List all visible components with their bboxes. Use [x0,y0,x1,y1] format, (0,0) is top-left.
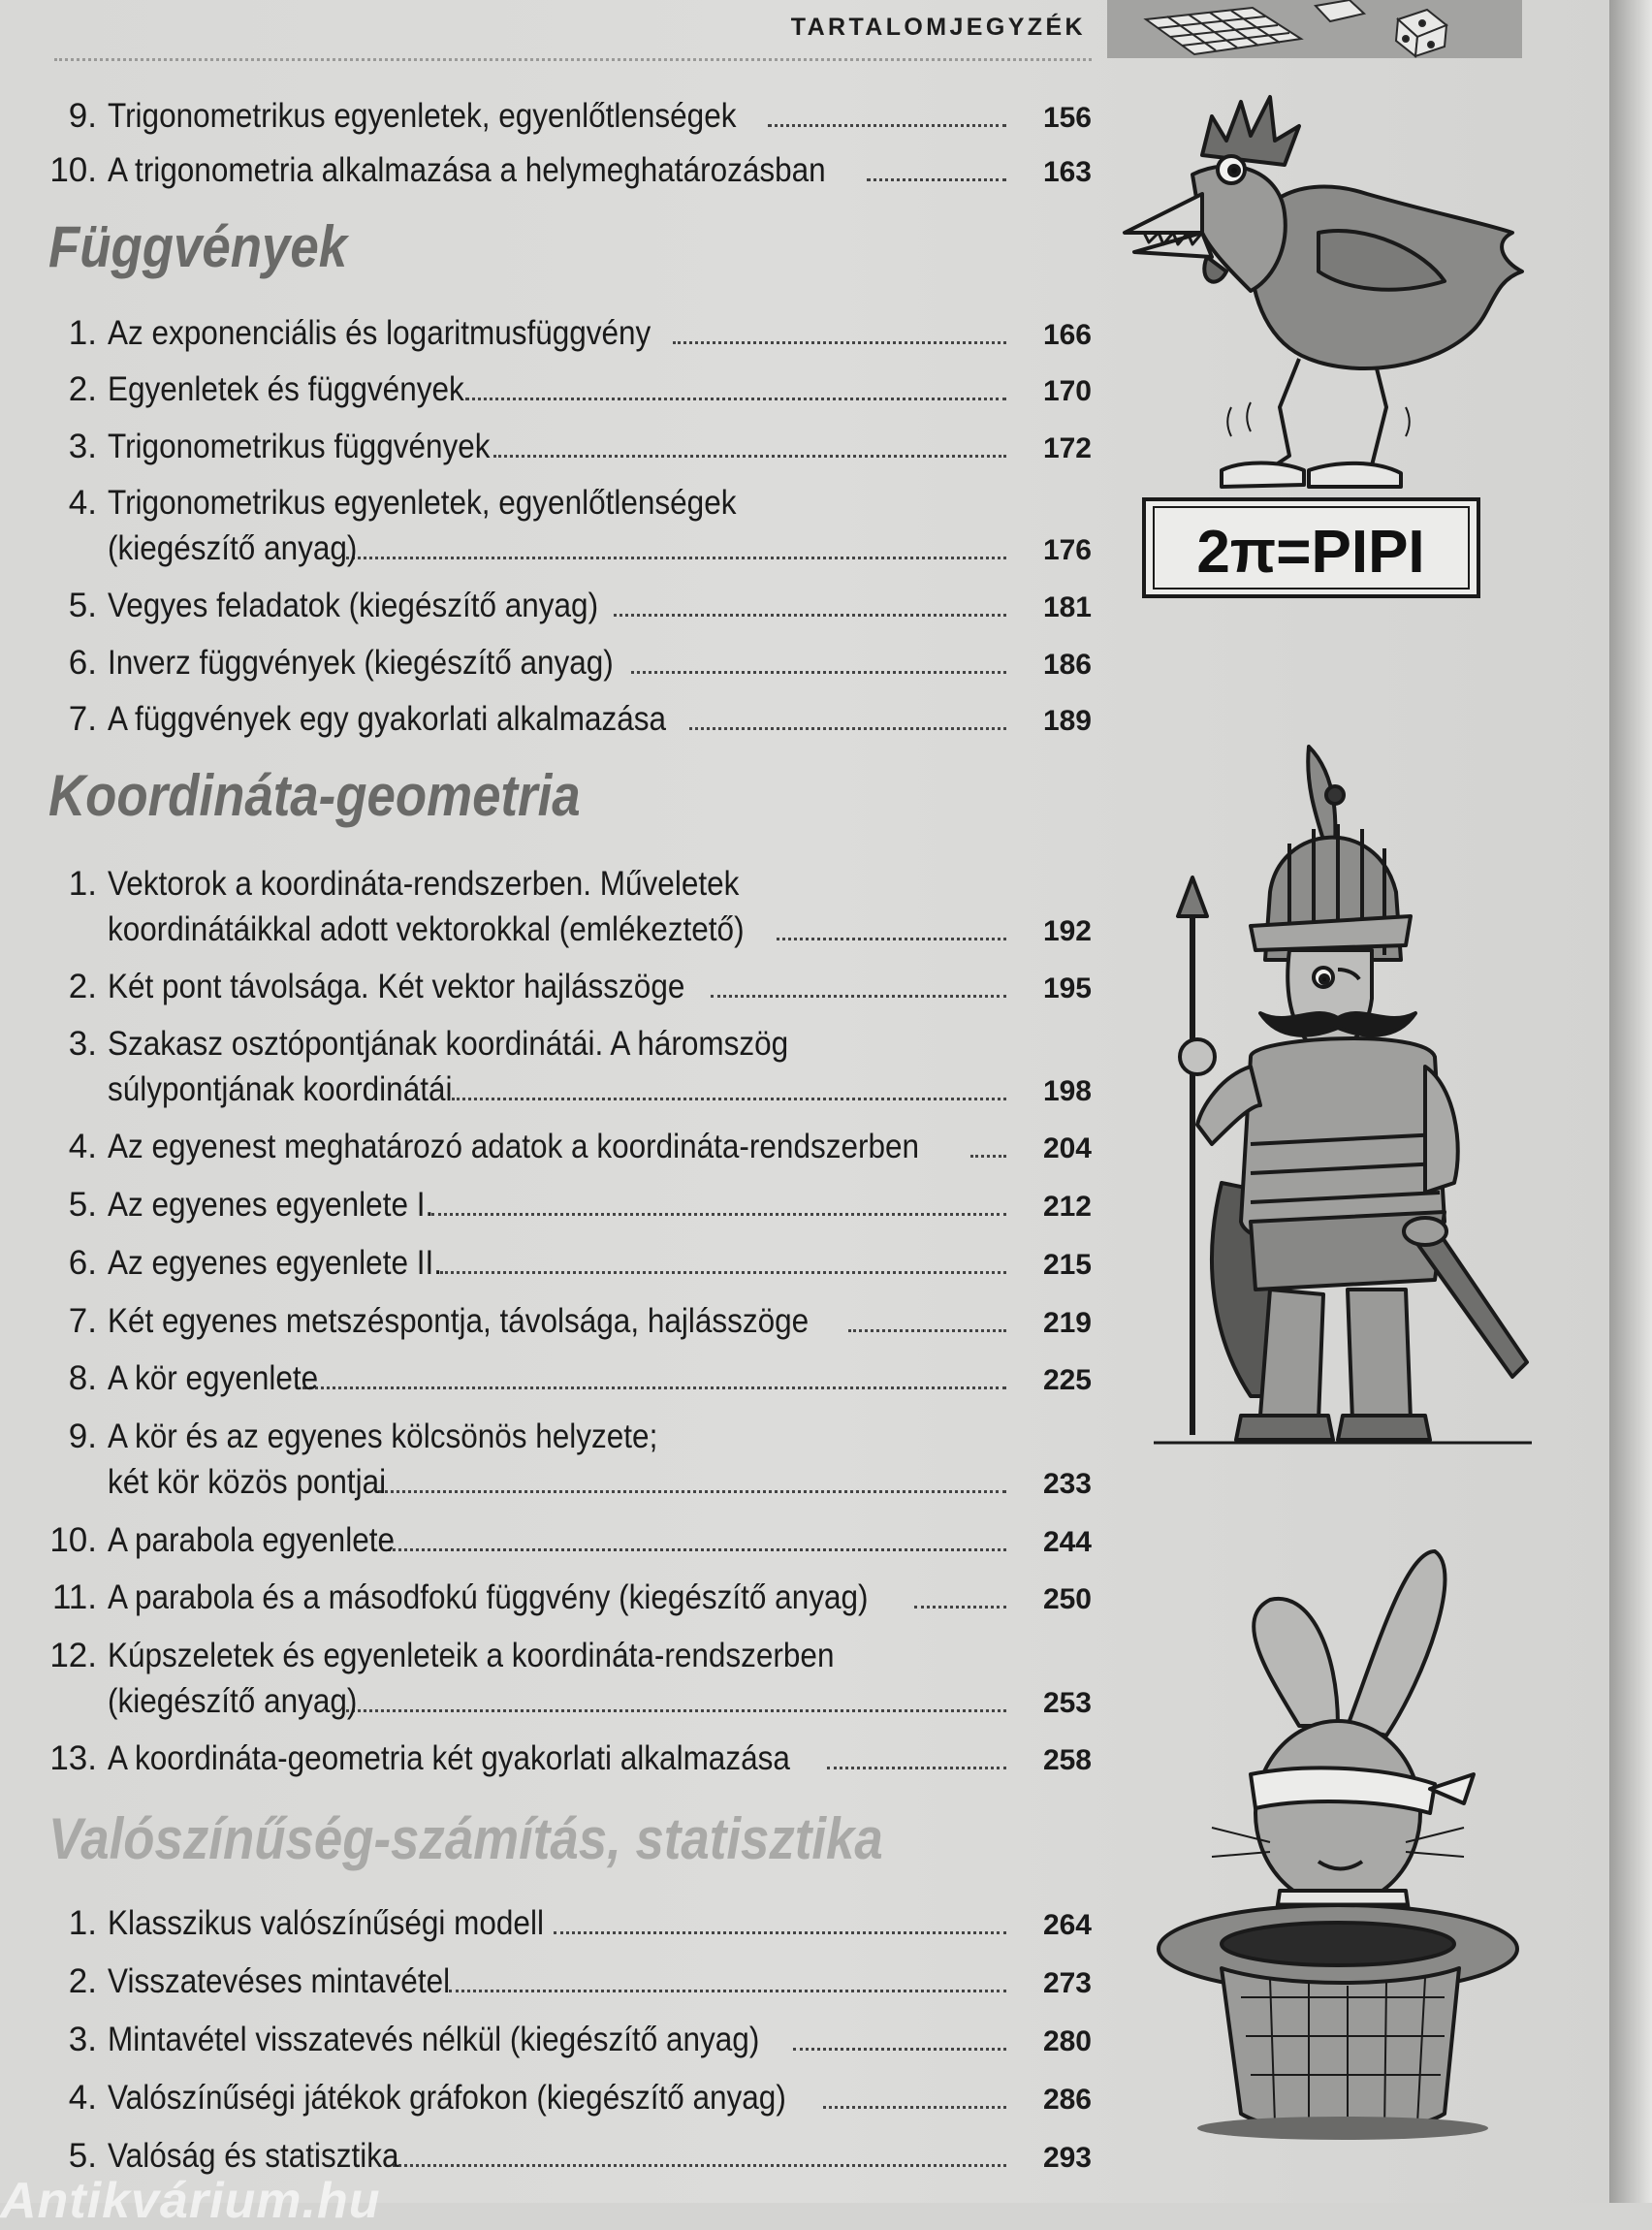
entry-page: 166 [1042,319,1092,351]
entry-page: 212 [1042,1191,1092,1223]
entry-page: 204 [1042,1132,1092,1164]
leader-dots [452,1097,1006,1100]
entry-title: Két egyenes metszéspontja, távolsága, hajlásszöge [108,1302,810,1340]
leader-dots [777,937,1006,940]
entry-number: 1. [68,1904,97,1942]
entry-title: (kiegészítő anyag) [108,1682,358,1720]
entry-title: Vegyes feladatok (kiegészítő anyag) [108,587,599,624]
entry-title-line: A kör és az egyenes kölcsönös helyzete; [108,1418,658,1455]
entry-number: 4. [68,1128,97,1165]
entry-page: 181 [1042,591,1092,623]
entry-number: 2. [68,370,97,408]
entry-page: 250 [1042,1583,1092,1615]
running-head: TARTALOMJEGYZÉK [790,14,1086,41]
rooster-illustration-icon [1105,87,1551,611]
entry-title: A függvények egy gyakorlati alkalmazása [108,700,667,738]
entry-number: 1. [68,865,97,903]
entry-page: 189 [1042,705,1092,737]
leader-dots [493,454,1006,458]
leader-dots [388,1547,1006,1551]
entry-title: A parabola és a másodfokú függvény (kiegészítő anyag) [108,1578,869,1616]
entry-page: 163 [1042,156,1092,188]
leader-dots [914,1605,1006,1609]
entry-page: 172 [1042,432,1092,464]
leader-dots [440,1270,1006,1274]
page-edge-shadow [1609,0,1652,2203]
entry-title: Trigonometrikus függvények [108,428,491,465]
section-title-koordinata-geometria: Koordináta-geometria [48,763,581,828]
rooster-sign-text: 2π=PIPI [1196,519,1425,586]
entry-page: 264 [1042,1909,1092,1941]
entry-number: 9. [68,1418,97,1455]
entry-title: Az egyenes egyenlete II. [108,1244,442,1282]
entry-title: koordinátáikkal adott vektorokkal (emlékeztető) [108,910,745,948]
entry-title-line: Szakasz osztópontjának koordinátái. A háromszög [108,1025,789,1063]
entry-number: 7. [68,1302,97,1340]
leader-dots [449,1989,1006,1992]
entry-number: 3. [68,2021,97,2058]
leader-dots [554,1930,1006,1934]
leader-dots [689,726,1006,730]
entry-page: 273 [1042,1967,1092,1999]
header-dotted-rule [54,58,1092,61]
leader-dots [827,1766,1006,1769]
leader-dots [848,1328,1006,1332]
entry-page: 219 [1042,1307,1092,1339]
leader-dots [346,556,1006,559]
entry-number: 4. [68,484,97,522]
entry-number: 11. [51,1578,97,1616]
entry-page: 186 [1042,649,1092,681]
leader-dots [378,1489,1006,1493]
leader-dots [465,397,1006,400]
entry-number: 5. [68,587,97,624]
entry-page: 195 [1042,972,1092,1004]
entry-number: 12. [49,1637,97,1674]
entry-page: 215 [1042,1249,1092,1281]
entry-page: 280 [1042,2025,1092,2057]
entry-number: 2. [68,968,97,1005]
leader-dots [614,613,1006,617]
entry-number: 5. [68,2137,97,2175]
entry-number: 3. [68,1025,97,1063]
entry-page: 253 [1042,1687,1092,1719]
entry-number: 7. [68,700,97,738]
entry-title: A koordináta-geometria két gyakorlati alkalmazása [108,1739,790,1777]
entry-page: 198 [1042,1075,1092,1107]
entry-page: 192 [1042,915,1092,947]
section-title-fuggvenyek: Függvények [48,214,348,279]
entry-page: 293 [1042,2142,1092,2174]
leader-dots [346,1708,1006,1712]
entry-number: 5. [68,1186,97,1224]
entry-title: Az exponenciális és logaritmusfüggvény [108,314,651,352]
entry-number: 4. [68,2079,97,2117]
entry-number: 8. [68,1359,97,1397]
dice-corner-illustration-icon [1107,0,1522,58]
entry-title: Valóság és statisztika [108,2137,399,2175]
entry-title: A kör egyenlete [108,1359,319,1397]
entry-title: (kiegészítő anyag) [108,529,358,567]
entry-title: Két pont távolsága. Két vektor hajlásszöge [108,968,685,1005]
entry-title: Visszatevéses mintavétel [108,1962,451,2000]
entry-title-line: Vektorok a koordináta-rendszerben. Műveletek [108,865,740,903]
entry-page: 170 [1042,375,1092,407]
leader-dots [970,1154,1006,1158]
entry-number: 6. [68,644,97,682]
entry-page: 286 [1042,2084,1092,2116]
leader-dots [711,994,1006,998]
entry-number: 10. [49,151,97,189]
leader-dots [302,1386,1006,1389]
leader-dots [768,123,1006,127]
entry-number: 10. [49,1521,97,1559]
entry-page: 233 [1042,1468,1092,1500]
entry-number: 6. [68,1244,97,1282]
entry-title: Egyenletek és függvények [108,370,464,408]
entry-title: A trigonometria alkalmazása a helymeghatározásban [108,151,826,189]
leader-dots [867,177,1006,181]
entry-number: 9. [68,97,97,135]
entry-title: súlypontjának koordinátái [108,1070,453,1108]
leader-dots [793,2047,1006,2051]
leader-dots [823,2105,1006,2109]
entry-page: 156 [1042,102,1092,134]
entry-number: 1. [68,314,97,352]
entry-page: 244 [1042,1526,1092,1558]
leader-dots [673,340,1006,344]
entry-page: 258 [1042,1744,1092,1776]
watermark: Antikvárium.hu [0,2173,381,2229]
entry-title: Mintavétel visszatevés nélkül (kiegészítő anyag) [108,2021,760,2058]
entry-number: 3. [68,428,97,465]
leader-dots [393,2163,1006,2167]
entry-title: Az egyenest meghatározó adatok a koordináta-rendszerben [108,1128,920,1165]
entry-title-line: Trigonometrikus egyenletek, egyenlőtlenségek [108,484,737,522]
section-title-valoszinuseg: Valószínűség-számítás, statisztika [48,1806,883,1871]
entry-title: A parabola egyenlete [108,1521,396,1559]
entry-title: Klasszikus valószínűségi modell [108,1904,544,1942]
leader-dots [631,670,1006,674]
entry-number: 2. [68,1962,97,2000]
entry-title: Trigonometrikus egyenletek, egyenlőtlenségek [108,97,737,135]
entry-title: két kör közös pontjai [108,1463,387,1501]
rabbit-in-hat-illustration-icon [1154,1532,1551,2143]
entry-title: Inverz függvények (kiegészítő anyag) [108,644,614,682]
entry-page: 176 [1042,534,1092,566]
entry-number: 13. [49,1739,97,1777]
entry-title: Az egyenes egyenlete I. [108,1186,434,1224]
entry-title: Valószínűségi játékok gráfokon (kiegészítő anyag) [108,2079,786,2117]
entry-title-line: Kúpszeletek és egyenleteik a koordináta-rendszerben [108,1637,835,1674]
knight-illustration-icon [1144,737,1551,1454]
entry-page: 225 [1042,1364,1092,1396]
leader-dots [431,1212,1006,1216]
